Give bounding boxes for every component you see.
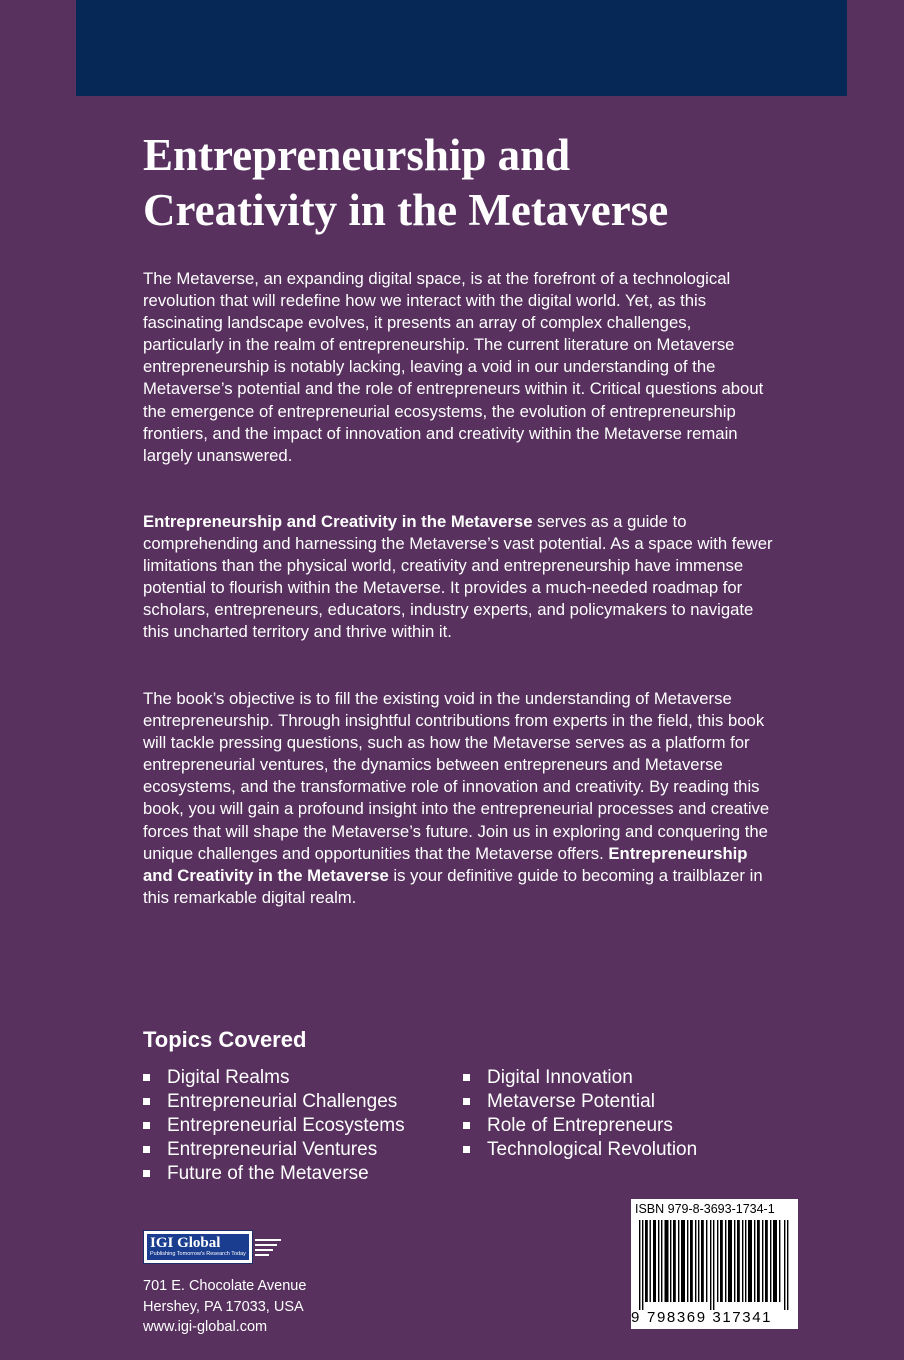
logo-tagline: Publishing Tomorrow's Research Today — [150, 1251, 246, 1257]
bullet-square-icon — [143, 1098, 150, 1105]
paragraph-2-text: serves as a guide to comprehending and harnessing the Metaverse’s vast potential. As a space with fewer limitations than the physical world, creativity and entrepreneurship have immense potential to flourish within the Metaverse. It provides a much-needed roadmap for scholars, entrepreneurs, educators, industry experts, and policymakers to navigate this uncharted territory and thrive within it. — [143, 512, 773, 642]
isbn-barcode — [631, 1199, 798, 1329]
bullet-square-icon — [143, 1146, 150, 1153]
description-paragraph-3 — [143, 688, 773, 909]
topic-item — [143, 1114, 405, 1138]
publisher-address — [143, 1276, 306, 1338]
publisher-logo — [143, 1230, 283, 1266]
bullet-square-icon — [463, 1098, 470, 1105]
paragraph-3-text: The book’s objective is to fill the existing void in the understanding of Metaverse entrepreneurship. Through insightful contributions from experts in the field, this book will tackle pressing questions, such as how the Metaverse serves as a platform for entrepreneurial ventures, the dynamics between entrepreneurs and Metaverse ecosystems, and the transformative role of innovation and creativity. By reading this book, you will gain a profound insight into the entrepreneurial processes and creative forces that will shape the Metaverse’s future. Join us in exploring and conquering the unique challenges and opportunities that the Metaverse offers. — [143, 689, 770, 863]
topic-item — [463, 1138, 697, 1162]
topic-label: Role of Entrepreneurs — [487, 1115, 673, 1136]
barcode-bars-icon — [637, 1220, 793, 1310]
bullet-square-icon — [143, 1170, 150, 1177]
book-title-inline: Entrepreneurship and Creativity in the Metaverse — [143, 512, 533, 531]
topic-item — [463, 1114, 697, 1138]
topic-label: Entrepreneurial Challenges — [167, 1091, 398, 1112]
logo-panel — [147, 1234, 249, 1260]
isbn-label: ISBN 979-8-3693-1734-1 — [635, 1202, 775, 1216]
publisher-website: www.igi-global.com — [143, 1319, 268, 1335]
bullet-square-icon — [463, 1122, 470, 1129]
topic-item — [143, 1090, 405, 1114]
book-title-line-1: Entrepreneurship and — [143, 130, 571, 180]
bullet-square-icon — [463, 1074, 470, 1081]
book-title-inline: Entrepreneurship and Creativity in the Metaverse — [143, 843, 748, 885]
barcode-lead-digit: 9 — [631, 1309, 640, 1326]
top-color-band — [76, 0, 847, 96]
topic-label: Digital Innovation — [487, 1067, 633, 1088]
address-street: 701 E. Chocolate Avenue — [143, 1278, 307, 1294]
bullet-square-icon — [463, 1146, 470, 1153]
bullet-square-icon — [143, 1074, 150, 1081]
barcode-digits: 798369 317341 — [647, 1309, 773, 1326]
topics-heading: Topics Covered — [143, 1027, 307, 1052]
logo-lines-icon — [255, 1238, 281, 1258]
bullet-square-icon — [143, 1122, 150, 1129]
topic-item — [463, 1066, 697, 1090]
topic-item — [143, 1162, 405, 1186]
address-city: Hershey, PA 17033, USA — [143, 1298, 304, 1315]
topic-item — [143, 1066, 405, 1090]
topics-list-left — [143, 1066, 405, 1186]
topic-label: Digital Realms — [167, 1067, 290, 1088]
topic-label: Metaverse Potential — [487, 1091, 655, 1112]
book-title — [143, 128, 823, 238]
description-paragraph-2 — [143, 511, 773, 644]
description-paragraph-1: The Metaverse, an expanding digital space, is at the forefront of a technological revolution that will redefine how we interact with the digital world. Yet, as this fascinating landscape evolves, it presents an array of complex challenges, particularly in the realm of entrepreneurship. The current literature on Metaverse entrepreneurship is notably lacking, leaving a void in our understanding of the Metaverse’s potential and the role of entrepreneurs within it. Critical questions about the emergence of entrepreneurial ecosystems, the evolution of entrepreneurship frontiers, and the impact of innovation and creativity within the Metaverse remain largely unanswered. — [143, 269, 764, 465]
topic-label: Entrepreneurial Ventures — [167, 1139, 378, 1160]
logo-name: IGI Global — [150, 1235, 221, 1251]
topic-item — [143, 1138, 405, 1162]
logo-frame — [143, 1230, 253, 1264]
topic-item — [463, 1090, 697, 1114]
paragraph-3-closing: is your definitive guide to becoming a trailblazer in this remarkable digital realm. — [143, 865, 763, 907]
book-title-line-2: Creativity in the Metaverse — [143, 185, 669, 235]
topic-label: Entrepreneurial Ecosystems — [167, 1115, 405, 1136]
topic-label: Future of the Metaverse — [167, 1163, 369, 1184]
topics-list-right — [463, 1066, 697, 1162]
topic-label: Technological Revolution — [487, 1139, 698, 1160]
